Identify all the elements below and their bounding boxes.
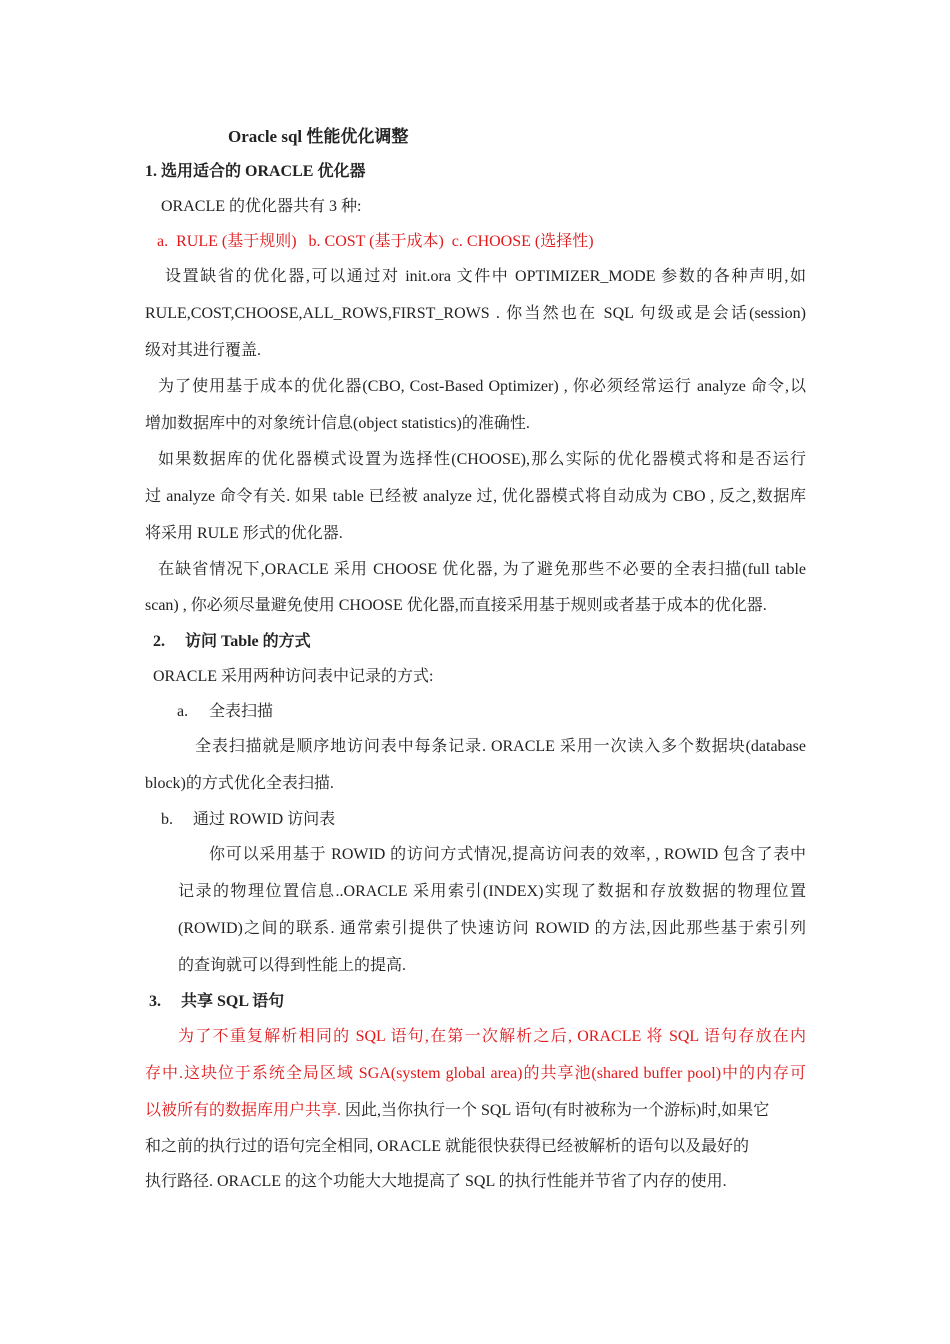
s1-p4-line1: 在缺省情况下,ORACLE 采用 CHOOSE 优化器, 为了避免那些不必要的全表扫描(full table	[158, 561, 806, 578]
s3-line5: 执行路径. ORACLE 的这个功能大大地提高了 SQL 的执行性能并节省了内存的使用.	[145, 1173, 727, 1190]
s3-line3	[145, 1100, 769, 1122]
s1-p3-line1: 如果数据库的优化器模式设置为选择性(CHOOSE),那么实际的优化器模式将和是否运行	[158, 451, 806, 468]
s3-line4: 和之前的执行过的语句完全相同, ORACLE 就能很快获得已经被解析的语句以及最好的	[145, 1138, 750, 1155]
s3-line2: 存中.这块位于系统全局区域 SGA(system global area)的共享池(shared buffer pool)中的内存可	[145, 1065, 806, 1082]
section-1-intro: ORACLE 的优化器共有 3 种:	[161, 198, 362, 215]
s1-p1-line2: RULE,COST,CHOOSE,ALL_ROWS,FIRST_ROWS . 你当然也在 SQL 句级或是会话(session)	[145, 305, 806, 322]
s1-p3-line2: 过 analyze 命令有关. 如果 table 已经被 analyze 过, 优化器模式将自动成为 CBO , 反之,数据库	[145, 488, 806, 505]
item-a-title: 全表扫描	[209, 703, 274, 720]
section-2-intro: ORACLE 采用两种访问表中记录的方式:	[153, 668, 434, 685]
s3-line3-rest: 因此,当你执行一个 SQL 语句(有时被称为一个游标)时,如果它	[341, 1102, 770, 1119]
s3-line1: 为了不重复解析相同的 SQL 语句,在第一次解析之后, ORACLE 将 SQL 语句存放在内	[178, 1028, 806, 1045]
item-b-label: b.	[161, 811, 173, 828]
section-2-heading: 访问 Table 的方式	[185, 633, 311, 650]
s1-p3-line3: 将采用 RULE 形式的优化器.	[145, 525, 343, 542]
section-2-number: 2.	[153, 633, 165, 650]
item-a-text-line1: 全表扫描就是顺序地访问表中每条记录. ORACLE 采用一次读入多个数据块(database	[195, 738, 806, 755]
item-b-text-line4: 的查询就可以得到性能上的提高.	[178, 957, 407, 974]
item-b-text-line3: (ROWID)之间的联系. 通常索引提供了快速访问 ROWID 的方法,因此那些基于索引列	[178, 920, 806, 937]
section-1-heading: 1. 选用适合的 ORACLE 优化器	[145, 163, 366, 180]
item-b-title: 通过 ROWID 访问表	[193, 811, 336, 828]
optimizer-types: a. RULE (基于规则) b. COST (基于成本) c. CHOOSE (选择性)	[157, 233, 594, 250]
document-title: Oracle sql 性能优化调整	[228, 127, 409, 146]
s1-p1-line3: 级对其进行覆盖.	[145, 342, 262, 359]
s1-p2-line1: 为了使用基于成本的优化器(CBO, Cost-Based Optimizer) , 你必须经常运行 analyze 命令,以	[158, 378, 806, 395]
s3-line3-red: 以被所有的数据库用户共享.	[145, 1102, 342, 1119]
item-a-label: a.	[177, 703, 189, 720]
item-b-text-line2: 记录的物理位置信息..ORACLE 采用索引(INDEX)实现了数据和存放数据的物理位置	[178, 883, 806, 900]
section-3-number: 3.	[149, 993, 161, 1010]
s1-p4-line2: scan) , 你必须尽量避免使用 CHOOSE 优化器,而直接采用基于规则或者基于成本的优化器.	[145, 597, 767, 614]
s1-p2-line2: 增加数据库中的对象统计信息(object statistics)的准确性.	[145, 415, 530, 432]
item-a-text-line2: block)的方式优化全表扫描.	[145, 775, 334, 792]
s1-p1-line1: 设置缺省的优化器,可以通过对 init.ora 文件中 OPTIMIZER_MODE 参数的各种声明,如	[165, 268, 806, 285]
section-3-heading: 共享 SQL 语句	[181, 993, 285, 1010]
item-b-text-line1: 你可以采用基于 ROWID 的访问方式情况,提高访问表的效率, , ROWID 包含了表中	[209, 846, 806, 863]
